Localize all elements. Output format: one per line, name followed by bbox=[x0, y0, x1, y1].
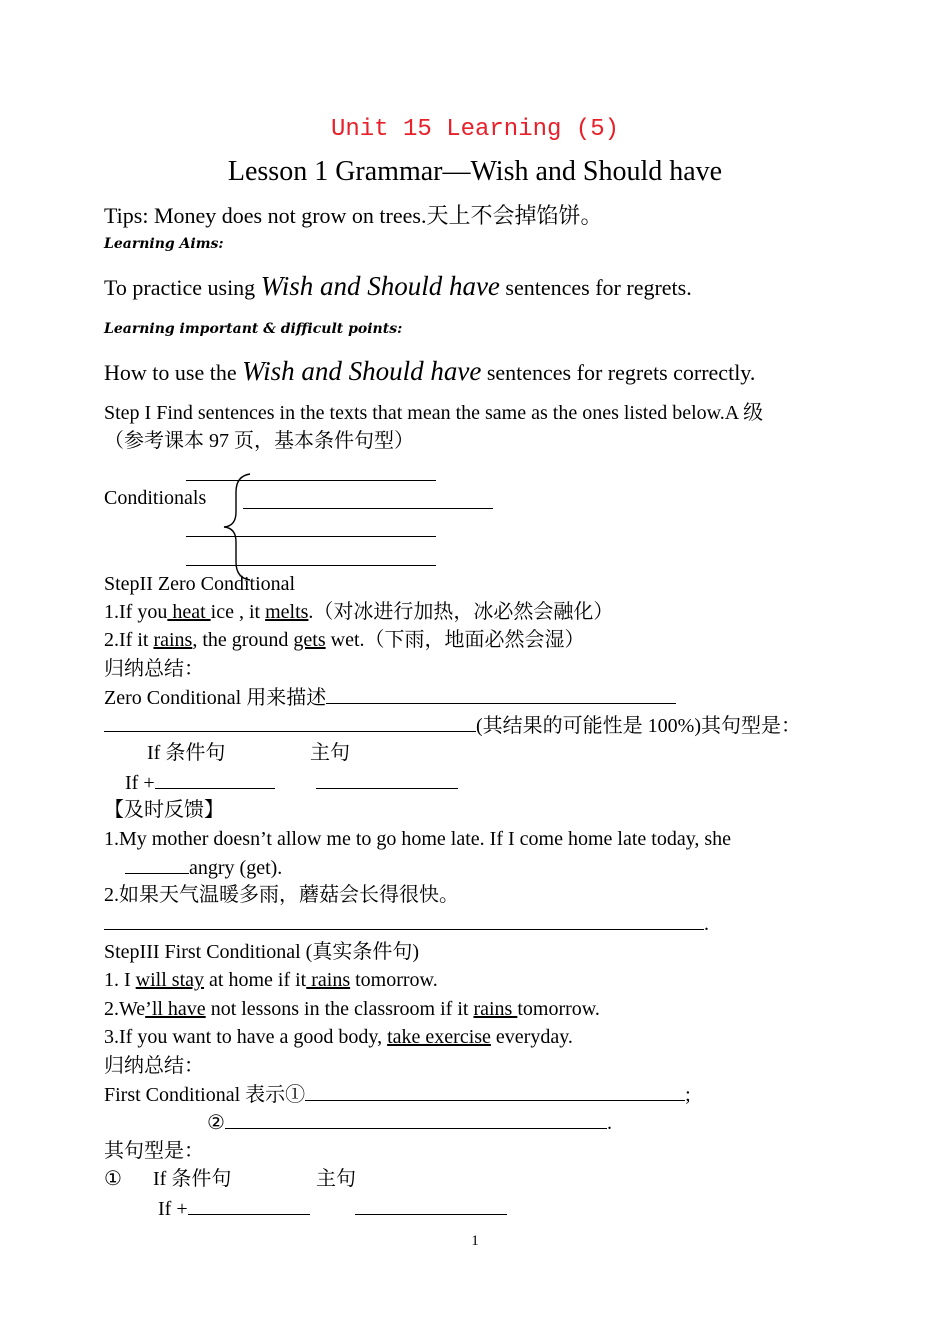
points-text: How to use the Wish and Should have sentences for regrets correctly. bbox=[104, 356, 756, 386]
step2-summary-line: Zero Conditional 用来描述 bbox=[104, 685, 676, 710]
aims-text: To practice using Wish and Should have sentences for regrets. bbox=[104, 271, 692, 301]
step3-col-main: 主句 bbox=[316, 1168, 356, 1190]
step1-line1: Step I Find sentences in the texts that mean the same as the ones listed below.A 级 bbox=[104, 402, 764, 424]
step3-summary-label: 归纳总结： bbox=[104, 1055, 204, 1077]
points-emphasis: Wish and Should have bbox=[242, 356, 482, 386]
unit-title: Unit 15 Learning (5) bbox=[330, 116, 620, 143]
answer-blank[interactable] bbox=[326, 685, 676, 704]
aims-emphasis: Wish and Should have bbox=[260, 271, 500, 301]
step3-example-1: 1. I will stay at home if it rains tomorrow. bbox=[104, 969, 438, 991]
step3-summary-line: First Conditional 表示① ; bbox=[104, 1084, 691, 1106]
page-number: 1 bbox=[471, 1233, 479, 1249]
step2-if-plus: If + bbox=[125, 770, 275, 795]
feedback-1-line1: 1.My mother doesn’t allow me to go home late. If I come home late today, she bbox=[104, 828, 732, 850]
answer-blank[interactable] bbox=[355, 1196, 507, 1215]
aims-heading: Learning Aims: bbox=[104, 236, 224, 252]
answer-blank[interactable] bbox=[225, 1110, 607, 1129]
feedback-2: 2.如果天气温暖多雨，蘑菇会长得很快。 bbox=[104, 884, 459, 906]
answer-blank[interactable] bbox=[104, 911, 704, 930]
step2-col-if: If 条件句 bbox=[147, 742, 226, 764]
step3-col-if: If 条件句 bbox=[153, 1168, 232, 1190]
step3-circle-1: ① bbox=[104, 1168, 122, 1190]
step3-example-2: 2.We’ll have not lessons in the classroom if it rains tomorrow. bbox=[104, 998, 600, 1020]
step2-summary-label: 归纳总结： bbox=[104, 658, 204, 680]
feedback-2-answer: . bbox=[104, 911, 709, 936]
step2-summary-tail: (其结果的可能性是 100%)其句型是： bbox=[104, 713, 801, 738]
feedback-heading: 【及时反馈】 bbox=[104, 799, 224, 821]
step1-line2: （参考课本 97 页，基本条件句型） bbox=[104, 430, 414, 452]
points-heading: Learning important & difficult points: bbox=[104, 321, 403, 337]
feedback-1-line2: angry (get). bbox=[125, 855, 282, 880]
curly-brace-icon bbox=[220, 472, 260, 582]
answer-blank[interactable] bbox=[316, 770, 458, 789]
step2-example-2: 2.If it rains, the ground gets wet.（下雨，地面必然会湿） bbox=[104, 629, 585, 651]
step3-example-3: 3.If you want to have a good body, take exercise everyday. bbox=[104, 1026, 573, 1048]
step3-summary-line-2: ② . bbox=[207, 1112, 612, 1134]
answer-blank[interactable] bbox=[125, 855, 189, 874]
step2-col-main: 主句 bbox=[310, 742, 350, 764]
step2-heading: StepII Zero Conditional bbox=[104, 573, 296, 595]
step3-pattern-label: 其句型是： bbox=[104, 1140, 204, 1162]
tips-line: Tips: Money does not grow on trees.天上不会掉馅饼。 bbox=[104, 203, 603, 228]
conditionals-label: Conditionals bbox=[104, 487, 207, 509]
answer-blank[interactable] bbox=[155, 770, 275, 789]
answer-blank[interactable] bbox=[104, 713, 476, 732]
answer-blank[interactable] bbox=[188, 1196, 310, 1215]
step3-if-plus: If + bbox=[158, 1196, 310, 1221]
step3-heading: StepIII First Conditional (真实条件句) bbox=[104, 941, 419, 963]
lesson-title: Lesson 1 Grammar—Wish and Should have bbox=[227, 156, 723, 187]
answer-blank[interactable] bbox=[243, 486, 493, 509]
step2-example-1: 1.If you heat ice , it melts.（对冰进行加热，冰必然会融化） bbox=[104, 601, 614, 623]
answer-blank[interactable] bbox=[305, 1082, 685, 1101]
